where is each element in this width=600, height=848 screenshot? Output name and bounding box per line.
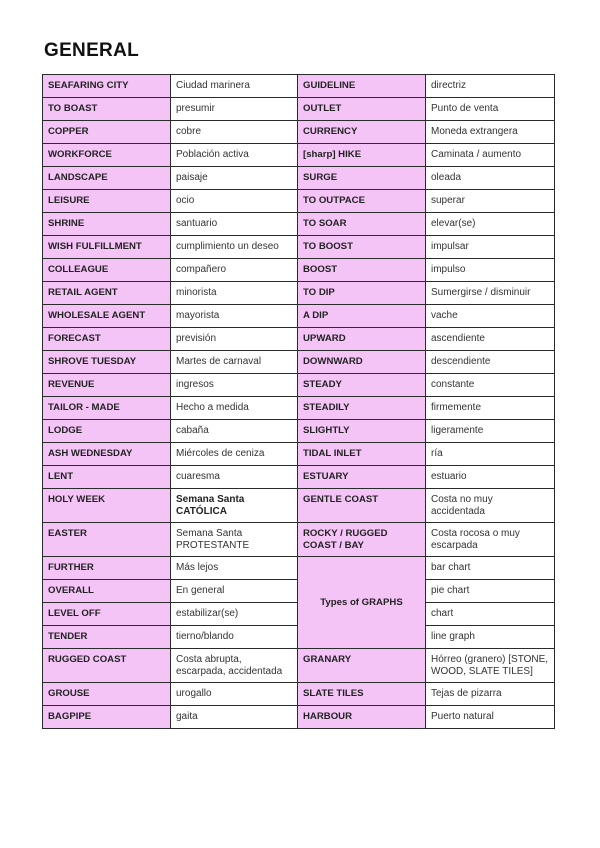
definition-cell: pie chart [426, 580, 555, 603]
term-cell: A DIP [298, 305, 426, 328]
definition-cell: impulsar [426, 236, 555, 259]
term-cell: SLATE TILES [298, 683, 426, 706]
term-cell: TAILOR - MADE [43, 397, 171, 420]
definition-cell: Semana Santa PROTESTANTE [171, 523, 298, 557]
term-cell: ROCKY / RUGGED COAST / BAY [298, 523, 426, 557]
definition-cell: previsión [171, 328, 298, 351]
term-cell: SEAFARING CITY [43, 75, 171, 98]
term-cell: STEADILY [298, 397, 426, 420]
definition-cell: Miércoles de ceniza [171, 443, 298, 466]
table-row [43, 683, 555, 706]
term-cell: BOOST [298, 259, 426, 282]
definition-cell: Sumergirse / disminuir [426, 282, 555, 305]
definition-cell: ligeramente [426, 420, 555, 443]
definition-cell: gaita [171, 706, 298, 729]
term-cell: CURRENCY [298, 121, 426, 144]
table-row [43, 236, 555, 259]
definition-cell: elevar(se) [426, 213, 555, 236]
definition-cell: Costa rocosa o muy escarpada [426, 523, 555, 557]
term-cell: TIDAL INLET [298, 443, 426, 466]
definition-cell: En general [171, 580, 298, 603]
table-row [43, 282, 555, 305]
term-cell: TO BOOST [298, 236, 426, 259]
term-cell: FURTHER [43, 557, 171, 580]
term-cell: TO BOAST [43, 98, 171, 121]
definition-cell: Tejas de pizarra [426, 683, 555, 706]
table-row [43, 121, 555, 144]
term-cell: LENT [43, 466, 171, 489]
definition-cell: ascendiente [426, 328, 555, 351]
term-cell: LEISURE [43, 190, 171, 213]
definition-cell: cobre [171, 121, 298, 144]
definition-cell: Semana Santa CATÓLICA [171, 489, 298, 523]
term-cell: ASH WEDNESDAY [43, 443, 171, 466]
table-row [43, 706, 555, 729]
term-cell: HOLY WEEK [43, 489, 171, 523]
definition-cell: ría [426, 443, 555, 466]
table-row [43, 259, 555, 282]
term-cell: LANDSCAPE [43, 167, 171, 190]
term-cell: DOWNWARD [298, 351, 426, 374]
term-cell: LEVEL OFF [43, 603, 171, 626]
term-cell: WORKFORCE [43, 144, 171, 167]
term-cell: COLLEAGUE [43, 259, 171, 282]
table-row [43, 443, 555, 466]
graph-types-label: Types of GRAPHS [298, 557, 426, 649]
definition-cell: Costa no muy accidentada [426, 489, 555, 523]
term-cell: BAGPIPE [43, 706, 171, 729]
table-row [43, 489, 555, 523]
definition-cell: line graph [426, 626, 555, 649]
term-cell: [sharp] HIKE [298, 144, 426, 167]
definition-cell: compañero [171, 259, 298, 282]
term-cell: LODGE [43, 420, 171, 443]
term-cell: GROUSE [43, 683, 171, 706]
term-cell: HARBOUR [298, 706, 426, 729]
definition-cell: Puerto natural [426, 706, 555, 729]
term-cell: TO SOAR [298, 213, 426, 236]
table-row [43, 167, 555, 190]
table-row [43, 557, 555, 580]
definition-cell: mayorista [171, 305, 298, 328]
term-cell: GRANARY [298, 649, 426, 683]
term-cell: SLIGHTLY [298, 420, 426, 443]
definition-cell: cuaresma [171, 466, 298, 489]
definition-cell: Moneda extrangera [426, 121, 555, 144]
table-row [43, 420, 555, 443]
definition-cell: estuario [426, 466, 555, 489]
table-row [43, 98, 555, 121]
term-cell: TENDER [43, 626, 171, 649]
term-cell: FORECAST [43, 328, 171, 351]
term-cell: SHROVE TUESDAY [43, 351, 171, 374]
definition-cell: descendiente [426, 351, 555, 374]
definition-cell: vache [426, 305, 555, 328]
term-cell: GENTLE COAST [298, 489, 426, 523]
term-cell: TO OUTPACE [298, 190, 426, 213]
definition-cell: impulso [426, 259, 555, 282]
definition-cell: Punto de venta [426, 98, 555, 121]
definition-cell: oleada [426, 167, 555, 190]
term-cell: SHRINE [43, 213, 171, 236]
definition-cell: santuario [171, 213, 298, 236]
term-cell: COPPER [43, 121, 171, 144]
table-row [43, 351, 555, 374]
definition-cell: paisaje [171, 167, 298, 190]
definition-cell: Hecho a medida [171, 397, 298, 420]
term-cell: GUIDELINE [298, 75, 426, 98]
definition-cell: tierno/blando [171, 626, 298, 649]
definition-cell: cumplimiento un deseo [171, 236, 298, 259]
definition-cell: ocio [171, 190, 298, 213]
table-row [43, 190, 555, 213]
term-cell: OVERALL [43, 580, 171, 603]
definition-cell: constante [426, 374, 555, 397]
term-cell: WISH FULFILLMENT [43, 236, 171, 259]
definition-cell: estabilizar(se) [171, 603, 298, 626]
definition-cell: chart [426, 603, 555, 626]
table-row [43, 328, 555, 351]
term-cell: RUGGED COAST [43, 649, 171, 683]
definition-cell: firmemente [426, 397, 555, 420]
definition-cell: cabaña [171, 420, 298, 443]
definition-cell: bar chart [426, 557, 555, 580]
term-cell: TO DIP [298, 282, 426, 305]
term-cell: REVENUE [43, 374, 171, 397]
table-row [43, 213, 555, 236]
term-cell: RETAIL AGENT [43, 282, 171, 305]
term-cell: UPWARD [298, 328, 426, 351]
table-row [43, 523, 555, 557]
term-cell: OUTLET [298, 98, 426, 121]
table-row [43, 305, 555, 328]
term-cell: ESTUARY [298, 466, 426, 489]
definition-cell: Caminata / aumento [426, 144, 555, 167]
definition-cell: Ciudad marinera [171, 75, 298, 98]
definition-cell: minorista [171, 282, 298, 305]
table-row [43, 397, 555, 420]
term-cell: STEADY [298, 374, 426, 397]
definition-cell: Población activa [171, 144, 298, 167]
term-cell: WHOLESALE AGENT [43, 305, 171, 328]
term-cell: SURGE [298, 167, 426, 190]
term-cell: EASTER [43, 523, 171, 557]
page-title: GENERAL [44, 40, 139, 61]
definition-cell: presumir [171, 98, 298, 121]
definition-cell: Hórreo (granero) [STONE, WOOD, SLATE TILES] [426, 649, 555, 683]
definition-cell: Martes de carnaval [171, 351, 298, 374]
definition-cell: directriz [426, 75, 555, 98]
definition-cell: ingresos [171, 374, 298, 397]
table-row [43, 649, 555, 683]
table-row [43, 75, 555, 98]
definition-cell: urogallo [171, 683, 298, 706]
definition-cell: Más lejos [171, 557, 298, 580]
table-row [43, 466, 555, 489]
vocabulary-table [42, 74, 555, 729]
definition-cell: superar [426, 190, 555, 213]
table-row [43, 374, 555, 397]
table-row [43, 144, 555, 167]
definition-cell: Costa abrupta, escarpada, accidentada [171, 649, 298, 683]
